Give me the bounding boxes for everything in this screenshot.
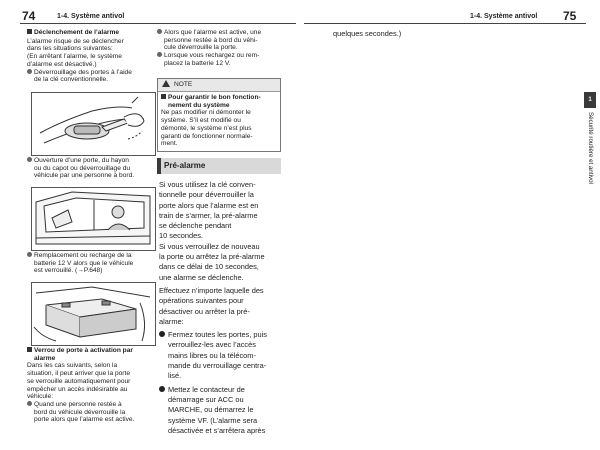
note-content (158, 92, 280, 150)
note-heading: Pour garantir le bon fonction- nement du système (161, 94, 277, 109)
warning-triangle-icon (162, 80, 170, 87)
bullet-alarme-active: Alors que l’alarme est active, une personne restée à bord du véhi- cule déverrouille la porte. (157, 29, 289, 52)
left-header-rule (20, 23, 296, 24)
note-box (157, 78, 281, 152)
bullet-dot-icon (27, 252, 32, 257)
right-section-header: 1-4. Système antivol (470, 13, 538, 20)
person-in-car-illustration (31, 187, 156, 251)
bullet-recharge-batterie: Lorsque vous rechargez ou rem- placez la batterie 12 V. (157, 52, 289, 67)
left-section-header: 1-4. Système antivol (57, 13, 125, 20)
bullet-dot-icon (27, 157, 32, 162)
heading-verrou-porte: Verrou de porte à activation par alarme (27, 347, 157, 362)
note-body: Ne pas modifier ni démonter le système. S’il est modifié ou démonté, le système n’est plus garanti de fonctionner normale- ment. (161, 109, 253, 148)
bullet-dot-icon (27, 69, 32, 74)
square-bullet-icon (27, 29, 32, 34)
prealarme-bullet-fermez: Fermez toutes les portes, puis verrouillez-les avec l’accès mains libres ou la télécom- mande du verrouillage centra- lisé. (159, 330, 294, 381)
square-bullet-icon (161, 94, 166, 99)
bullet-dot-icon (27, 401, 32, 406)
bullet-ouverture-porte: Ouverture d’une porte, du hayon ou du capot ou déverrouillage du véhicule par une personne à bord. (27, 157, 162, 180)
bullet-batterie: Remplacement ou recharge de la batterie 12 V alors que le véhicule est verrouillé. (→P.648) (27, 252, 164, 275)
chapter-label: Sécurité routière et antivol (587, 112, 594, 184)
bullet-cle-conventionnelle: Déverrouillage des portes à l’aide de la clé conventionnelle. (27, 69, 152, 84)
section-verrou-porte (27, 347, 157, 424)
battery-illustration (31, 282, 156, 346)
para-declenchement: L’alarme risque de se déclencher dans les situations suivantes: (En arrêtant l’alarme, le système d’alarme est désactivé.) (27, 37, 124, 68)
bullet-dot-icon (159, 386, 165, 392)
prealarme-para-3: Effectuez n’importe laquelle des opérations suivantes pour désactiver ou arrêter la pré- alarme: (159, 285, 264, 326)
prealarme-body (159, 180, 294, 436)
key-in-door-illustration (31, 92, 156, 156)
left-page-number: 74 (22, 9, 36, 23)
prealarme-para-2: Si vous verrouillez de nouveau la porte ou arrêtez la pré-alarme dans ce délai de 10 secondes, une alarme se déclenche. (159, 241, 265, 282)
note-label: NOTE (174, 81, 193, 88)
left-column-2-top (157, 29, 289, 68)
note-header (158, 79, 280, 92)
bullet-dot-icon (157, 29, 162, 34)
prealarme-para-1: Si vous utilisez la clé conven- tionnelle pour déverrouiller la porte alors que l’alarme est en train de s’armer, la pré-alarme se déclenche pendant 10 secondes. (159, 180, 259, 241)
square-bullet-icon (27, 347, 32, 352)
para-verrou-porte: Dans les cas suivants, selon la situation, il peut arriver que la porte se verrouille automatiquement pour empêcher un accès indésirable au véhicule: (27, 362, 131, 401)
heading-declenchement: Déclenchement de l’alarme (27, 29, 152, 37)
continued-text: quelques secondes.) (333, 29, 402, 38)
bullet-personne-a-bord: Quand une personne restée à bord du véhicule déverrouille la porte alors que l’alarme est active. (27, 401, 157, 424)
chapter-tab: 1 (584, 92, 596, 108)
prealarme-title: Pré-alarme (157, 158, 281, 174)
left-column-1 (27, 29, 152, 84)
bullet-dot-icon (159, 331, 165, 337)
bullet-dot-icon (157, 52, 162, 57)
right-header-rule (304, 23, 586, 24)
prealarme-bullet-contacteur: Mettez le contacteur de démarrage sur ACC ou MARCHE, ou démarrez le système VF. (L’alarme sera désactivée et s’arrêtera après (159, 385, 294, 436)
right-page-number: 75 (563, 9, 577, 23)
